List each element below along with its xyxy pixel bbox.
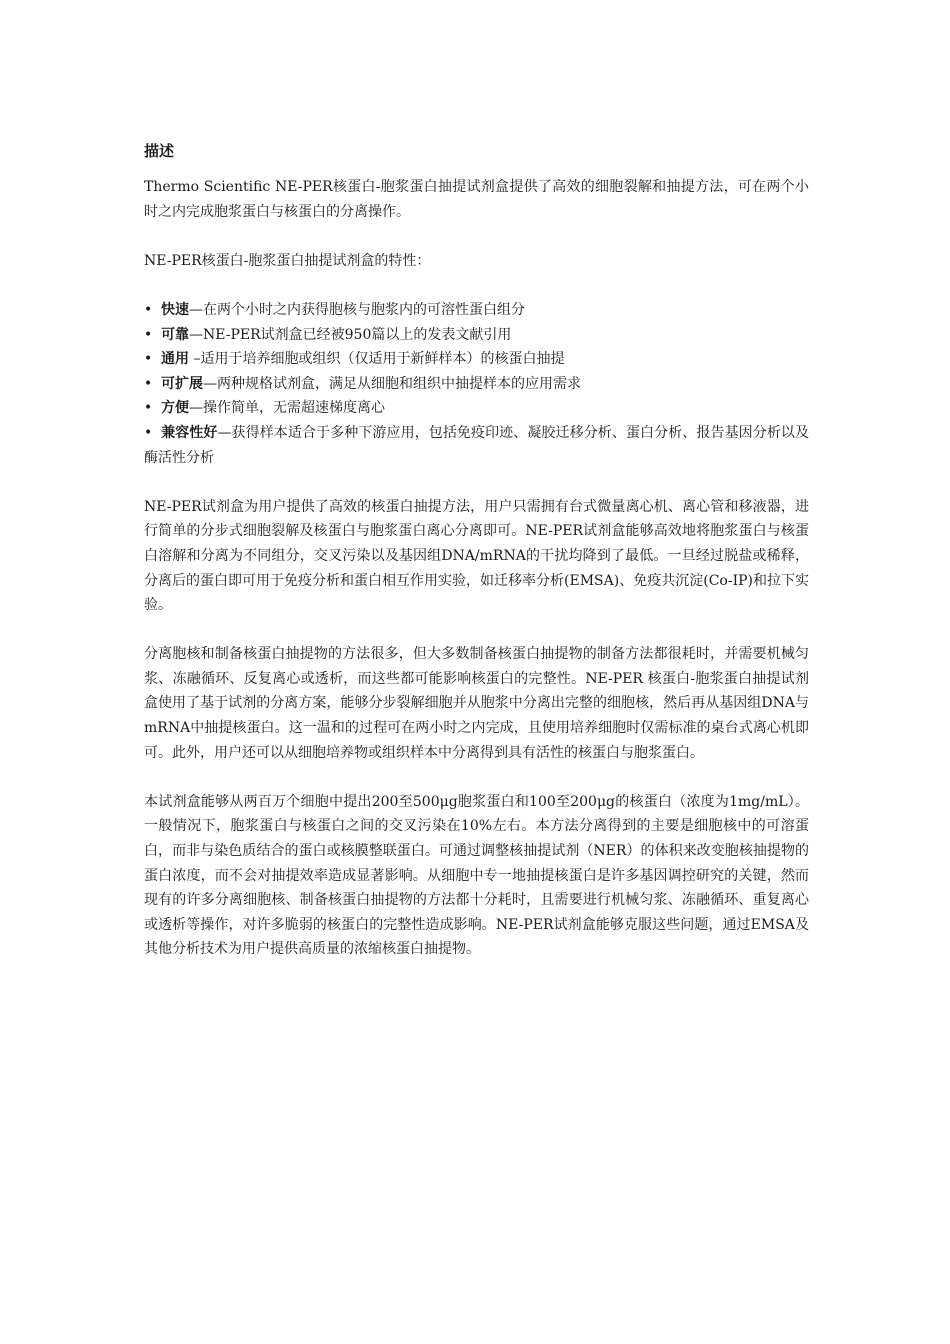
- bullet-icon: •: [144, 301, 153, 318]
- feature-item-reliable: [144, 323, 809, 348]
- section-heading: 描述: [144, 142, 175, 160]
- feature-desc: —获得样本适合于多种下游应用，包括免疫印迹、凝胶迁移分析、蛋白分析、报告基因分析以及酶活性分析: [144, 424, 810, 466]
- feature-item-compatible: [144, 421, 809, 470]
- body-paragraph-1: NE-PER试剂盒为用户提供了高效的核蛋白抽提方法，用户只需拥有台式微量离心机、离心管和移液器，进行简单的分步式细胞裂解及核蛋白与胞浆蛋白离心分离即可。NE-PER试剂盒能够高效地将胞浆蛋白与核蛋白溶解和分离为不同组分，交叉污染以及基因组DNA/mRNA的干扰均降到了最低。一旦经过脱盐或稀释，分离后的蛋白即可用于免疫分析和蛋白相互作用实验，如迁移率分析(EMSA)、免疫共沉淀(Co-IP)和拉下实验。: [144, 498, 809, 614]
- bullet-icon: •: [144, 351, 153, 368]
- document-page: [144, 140, 809, 987]
- feature-desc: —操作简单，无需超速梯度离心: [189, 400, 385, 417]
- feature-item-universal: [144, 347, 809, 372]
- feature-item-convenient: [144, 396, 809, 421]
- feature-item-scalable: [144, 372, 809, 397]
- bullet-icon: •: [144, 424, 153, 441]
- feature-desc: —在两个小时之内获得胞核与胞浆内的可溶性蛋白组分: [189, 301, 525, 318]
- intro-paragraph: Thermo Scientific NE-PER核蛋白-胞浆蛋白抽提试剂盒提供了高效的细胞裂解和抽提方法，可在两个小时之内完成胞浆蛋白与核蛋白的分离操作。: [144, 179, 809, 220]
- bullet-icon: •: [144, 400, 153, 417]
- bullet-icon: •: [144, 375, 153, 392]
- bullet-icon: •: [144, 326, 153, 343]
- feature-term: 可扩展: [161, 375, 203, 392]
- features-list: [144, 298, 809, 470]
- feature-term: 通用: [161, 351, 189, 368]
- body-paragraph-2: 分离胞核和制备核蛋白抽提物的方法很多，但大多数制备核蛋白抽提物的制备方法都很耗时，并需要机械匀浆、冻融循环、反复离心或透析，而这些都可能影响核蛋白的完整性。NE-PER 核蛋白-胞浆蛋白抽提试剂盒使用了基于试剂的分离方案，能够分步裂解细胞并从胞浆中分离出完整的细胞核，然后再从基因组DNA与mRNA中抽提核蛋白。这一温和的过程可在两小时之内完成，且使用培养细胞时仅需标准的桌台式离心机即可。此外，用户还可以从细胞培养物或组织样本中分离得到具有活性的核蛋白与胞浆蛋白。: [144, 646, 809, 761]
- feature-item-fast: [144, 298, 809, 323]
- feature-term: 兼容性好: [161, 424, 218, 441]
- feature-term: 快速: [161, 301, 189, 318]
- feature-term: 方便: [161, 400, 189, 417]
- feature-desc: —两种规格试剂盒，满足从细胞和组织中抽提样本的应用需求: [203, 375, 581, 392]
- feature-desc: –适用于培养细胞或组织（仅适用于新鲜样本）的核蛋白抽提: [189, 351, 565, 368]
- feature-desc: —NE-PER试剂盒已经被950篇以上的发表文献引用: [189, 326, 512, 343]
- features-title: NE-PER核蛋白-胞浆蛋白抽提试剂盒的特性：: [144, 252, 431, 269]
- body-paragraph-3: 本试剂盒能够从两百万个细胞中提出200至500μg胞浆蛋白和100至200μg的核蛋白（浓度为1mg/mL）。一般情况下，胞浆蛋白与核蛋白之间的交叉污染在10%左右。本方法分离得到的主要是细胞核中的可溶蛋白，而非与染色质结合的蛋白或核膜整联蛋白。可通过调整核抽提试剂（NER）的体积来改变胞核抽提物的蛋白浓度，而不会对抽提效率造成显著影响。从细胞中专一地抽提核蛋白是许多基因调控研究的关键，然而现有的许多分离细胞核、制备核蛋白抽提物的方法都十分耗时，且需要进行机械匀浆、冻融循环、重复离心或透析等操作，对许多脆弱的核蛋白的完整性造成影响。NE-PER试剂盒能够克服这些问题，通过EMSA及其他分析技术为用户提供高质量的浓缩核蛋白抽提物。: [144, 793, 809, 958]
- feature-term: 可靠: [161, 326, 189, 343]
